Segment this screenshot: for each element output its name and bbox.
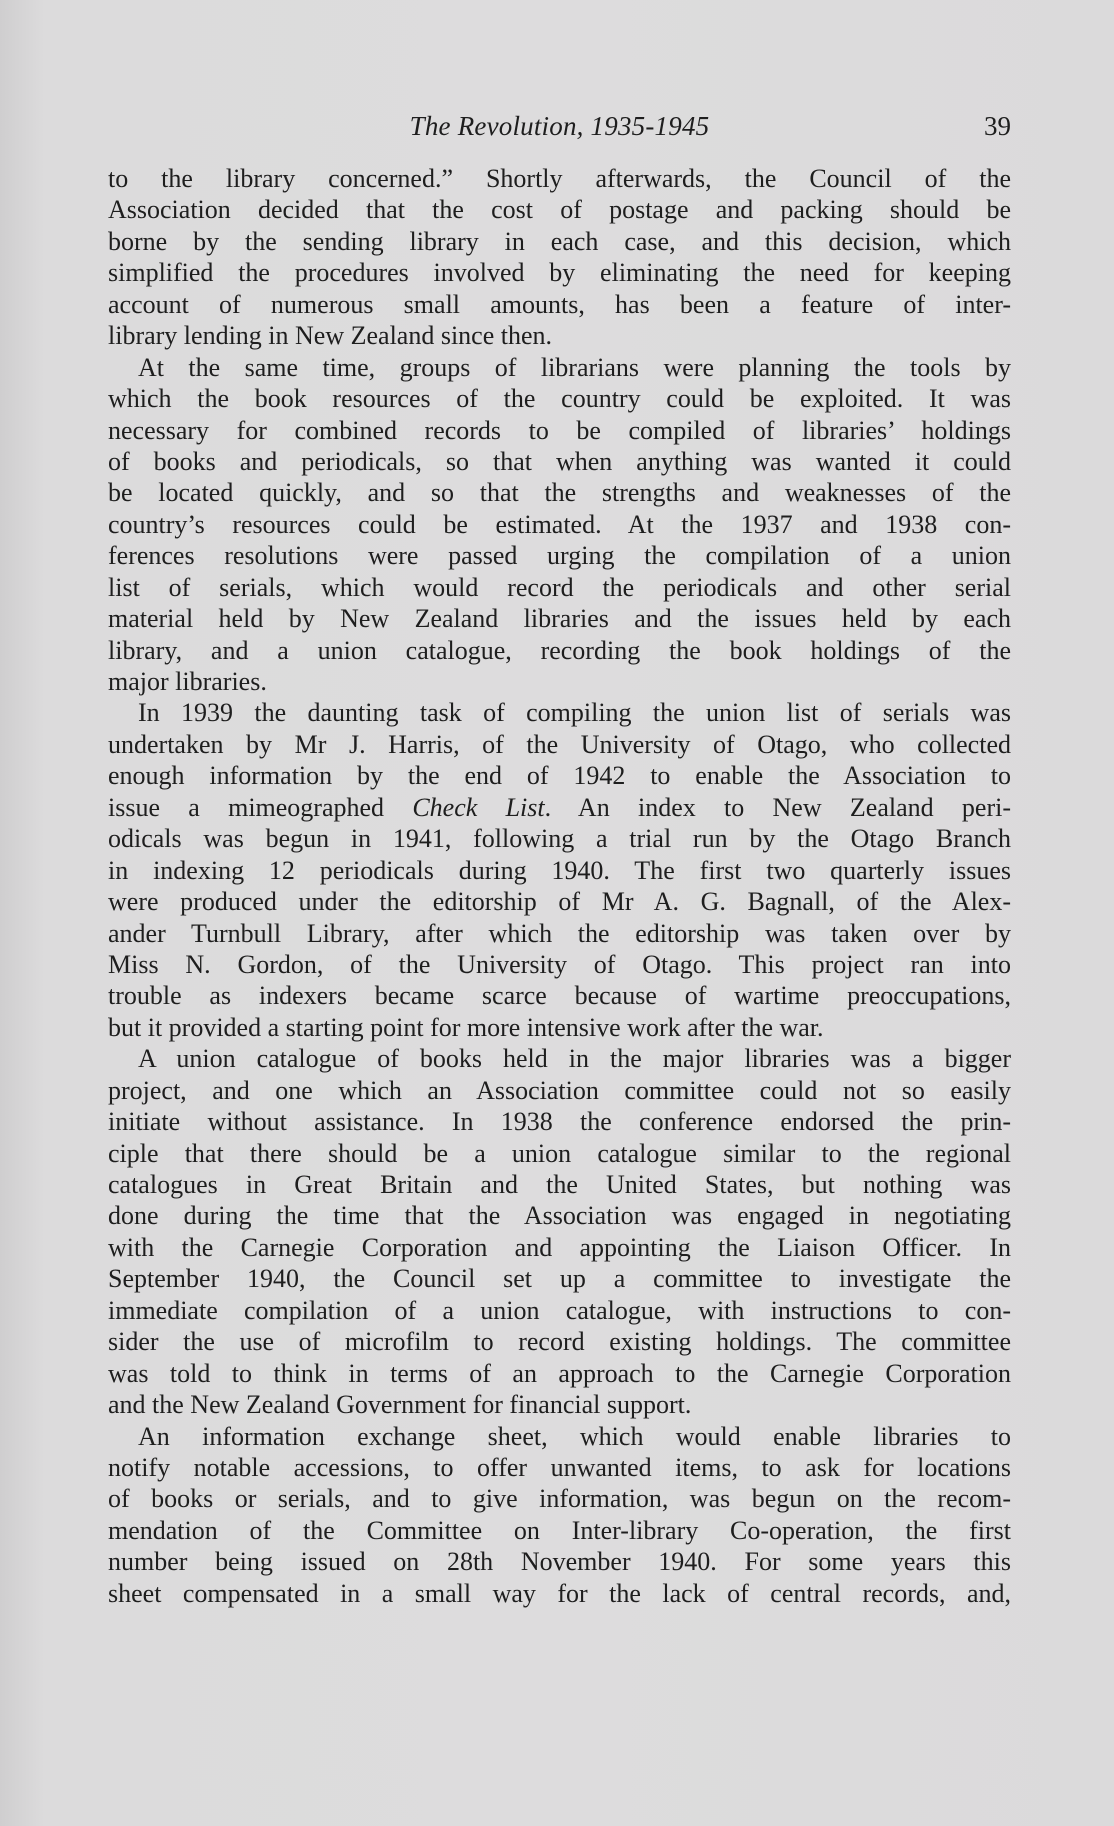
text-line: An information exchange sheet, which would enable libraries to (138, 1421, 1011, 1451)
text-line: of books or serials, and to give information, was begun on the recom- (108, 1484, 1011, 1514)
text-line: country’s resources could be estimated. At the 1937 and 1938 con- (108, 509, 1011, 539)
text-line: material held by New Zealand libraries and the issues held by each (108, 604, 1011, 634)
text-line: enough information by the end of 1942 to enable the Association to (108, 761, 1011, 791)
text-line: be located quickly, and so that the strengths and weaknesses of the (108, 478, 1011, 508)
text-line: ciple that there should be a union catalogue similar to the regional (108, 1138, 1011, 1168)
text-line: library lending in New Zealand since then. (108, 321, 553, 351)
text-line: with the Carnegie Corporation and appointing the Liaison Officer. In (108, 1232, 1011, 1262)
text-line: major libraries. (108, 667, 267, 696)
text-line: was told to think in terms of an approach to the Carnegie Corporation (108, 1358, 1011, 1388)
paragraph (108, 352, 1011, 698)
text-line: A union catalogue of books held in the major libraries was a bigger (138, 1044, 1011, 1074)
text-line: ferences resolutions were passed urging the compilation of a union (108, 541, 1011, 571)
text-line: trouble as indexers became scarce because of wartime preoccupations, (108, 981, 1011, 1011)
text-line: mendation of the Committee on Inter-library Co-operation, the first (108, 1515, 1011, 1545)
text-line: catalogues in Great Britain and the United States, but nothing was (108, 1170, 1011, 1199)
text-line: list of serials, which would record the periodicals and other serial (108, 572, 1011, 602)
page-number: 39 (984, 111, 1011, 141)
text-line: were produced under the editorship of Mr A. G. Bagnall, of the Alex- (108, 887, 1011, 917)
text-line: project, and one which an Association committee could not so easily (108, 1075, 1011, 1105)
text-line: simplified the procedures involved by eliminating the need for keeping (108, 258, 1011, 288)
text-line: undertaken by Mr J. Harris, of the University of Otago, who collected (108, 729, 1011, 759)
text-line: which the book resources of the country could be exploited. It was (108, 384, 1011, 414)
publication-title: Check List (412, 792, 545, 822)
running-head (108, 108, 1011, 144)
text-line: and the New Zealand Government for financial support. (108, 1390, 692, 1420)
text-line: At the same time, groups of librarians were planning the tools by (138, 352, 1011, 382)
text-line: done during the time that the Association was engaged in negotiating (108, 1201, 1011, 1231)
text-line: but it provided a starting point for more intensive work after the war. (108, 1012, 824, 1042)
running-title: The Revolution, 1935-1945 (409, 111, 710, 141)
body-text (108, 163, 1011, 1609)
text-line: number being issued on 28th November 1940. For some years this (108, 1547, 1011, 1577)
text-line: of books and periodicals, so that when anything was wanted it could (108, 446, 1011, 476)
text-line: notify notable accessions, to offer unwanted items, to ask for locations (108, 1452, 1011, 1482)
text-line: issue a mimeographed Check List. An index to New Zealand peri- (108, 792, 1011, 822)
text-line: September 1940, the Council set up a committee to investigate the (108, 1264, 1011, 1294)
text-line: sider the use of microfilm to record existing holdings. The committee (108, 1327, 1011, 1357)
text-line: Association decided that the cost of postage and packing should be (108, 195, 1011, 225)
paragraph (108, 1421, 1011, 1610)
text-line: In 1939 the daunting task of compiling the union list of serials was (138, 698, 1011, 728)
text-line: sheet compensated in a small way for the lack of central records, and, (108, 1578, 1011, 1608)
text-line: ander Turnbull Library, after which the editorship was taken over by (108, 918, 1011, 948)
paragraph (108, 1043, 1011, 1420)
text-line: to the library concerned.” Shortly afterwards, the Council of the (108, 164, 1011, 193)
text-line: odicals was begun in 1941, following a trial run by the Otago Branch (108, 824, 1011, 854)
text-line: account of numerous small amounts, has been a feature of inter- (108, 289, 1011, 319)
text-line: in indexing 12 periodicals during 1940. The first two quarterly issues (108, 855, 1011, 885)
text-line: borne by the sending library in each case, and this decision, which (108, 226, 1011, 256)
text-line: necessary for combined records to be compiled of libraries’ holdings (108, 415, 1011, 445)
text-line: initiate without assistance. In 1938 the conference endorsed the prin- (108, 1107, 1011, 1137)
paragraph (108, 163, 1011, 352)
text-line: library, and a union catalogue, recording the book holdings of the (108, 635, 1011, 665)
text-line: Miss N. Gordon, of the University of Otago. This project ran into (108, 949, 1011, 979)
paragraph (108, 697, 1011, 1043)
text-line: immediate compilation of a union catalogue, with instructions to con- (108, 1295, 1011, 1325)
